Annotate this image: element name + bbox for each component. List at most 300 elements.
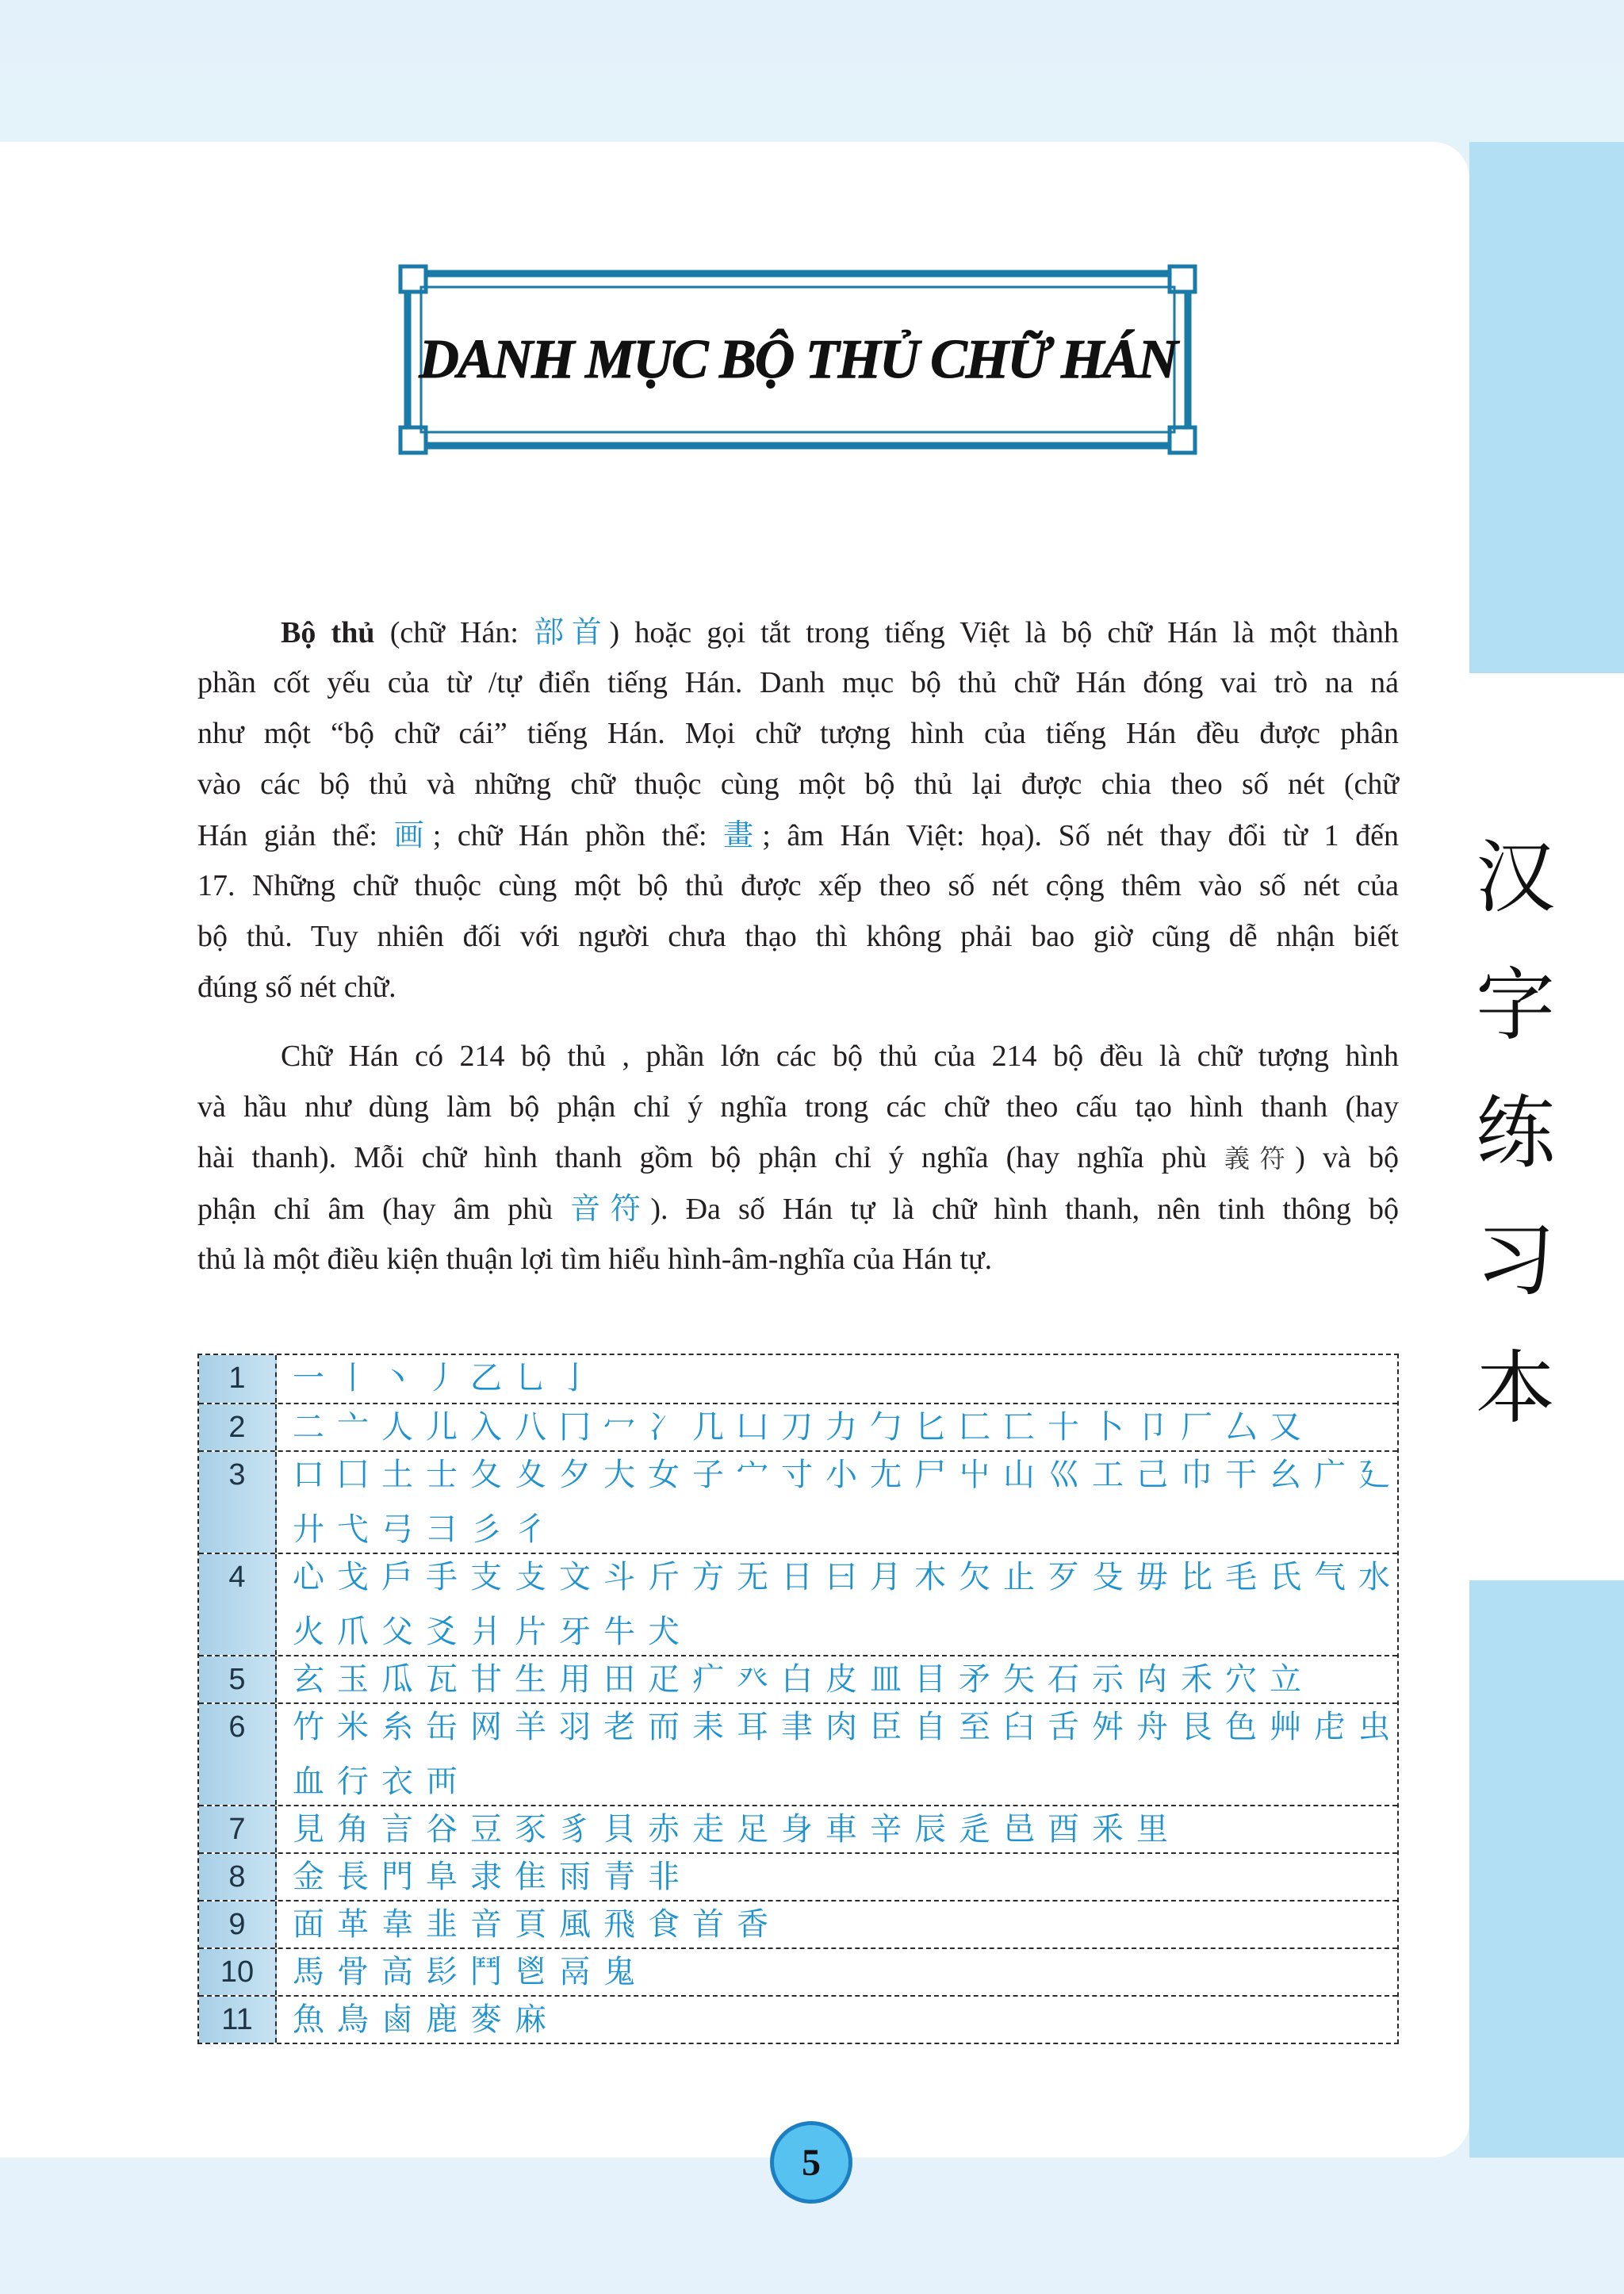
radical: 小 [825, 1457, 857, 1493]
radical: 邑 [1003, 1811, 1035, 1848]
radical: 夂 [470, 1457, 502, 1493]
intro-text [197, 607, 1399, 1285]
stroke-count: 10 [199, 1949, 277, 1995]
radical: 自 [914, 1709, 946, 1745]
radical: 生 [515, 1661, 546, 1698]
radical: 矢 [1003, 1661, 1035, 1698]
table-row [199, 1403, 1397, 1450]
stroke-count: 7 [199, 1806, 277, 1852]
title-frame [397, 263, 1198, 456]
table-row [199, 1947, 1397, 1995]
radical: 无 [737, 1559, 768, 1595]
table-row [199, 1450, 1397, 1553]
text-line [197, 1234, 1399, 1285]
radical: 飛 [603, 1906, 635, 1943]
radical: 攴 [515, 1559, 546, 1595]
radical-line [286, 1997, 1397, 2043]
side-title-character: 汉 [1476, 831, 1555, 924]
radical: 土 [381, 1457, 413, 1493]
radical: 髟 [426, 1954, 458, 1990]
page-title: DANH MỤC BỘ THỦ CHỮ HÁN [419, 328, 1177, 390]
text-line [197, 657, 1399, 708]
radical: 己 [1136, 1457, 1168, 1493]
radical: 父 [381, 1614, 413, 1650]
radical: 乙 [470, 1360, 502, 1396]
radical: 匕 [914, 1409, 946, 1446]
radical: 舟 [1136, 1709, 1168, 1745]
radical: 冂 [559, 1409, 591, 1446]
radical: 水 [1358, 1559, 1390, 1595]
radical-line [286, 1901, 1397, 1947]
radical-line [286, 1355, 1397, 1401]
stroke-count: 4 [199, 1554, 277, 1655]
radical: 癶 [737, 1661, 768, 1698]
radical: 舛 [1092, 1709, 1124, 1745]
radical: 丨 [337, 1360, 369, 1396]
text-segment: ). Đa số Hán tự là chữ hình thanh, nên tinh thông bộ [650, 1193, 1399, 1226]
chinese-term: 画 [393, 818, 433, 852]
radical: 襾 [426, 1764, 458, 1800]
radical: 舌 [1048, 1709, 1079, 1745]
radical: 目 [914, 1661, 946, 1698]
text-line [197, 810, 1399, 860]
radical: 氏 [1270, 1559, 1301, 1595]
radical: 皮 [825, 1661, 857, 1698]
text-segment: 17. Những chữ thuộc cùng một bộ thủ được xếp theo số nét cộng thêm vào số nét của [197, 869, 1399, 902]
radical: 广 [1314, 1457, 1346, 1493]
radical: 彡 [470, 1511, 502, 1548]
text-line [197, 1183, 1399, 1234]
radical: 弓 [381, 1511, 413, 1548]
radical: 甘 [470, 1661, 502, 1698]
table-row [199, 1805, 1397, 1852]
radical: 毋 [1136, 1559, 1168, 1595]
radical-line [286, 1609, 1397, 1655]
radical: 辰 [914, 1811, 946, 1848]
radical: 皿 [870, 1661, 902, 1698]
text-segment: đúng số nét chữ. [197, 971, 396, 1004]
radical: 羊 [515, 1709, 546, 1745]
radical: 牙 [559, 1614, 591, 1650]
text-segment: phần cốt yếu của từ /tự điển tiếng Hán. Danh mục bộ thủ chữ Hán đóng vai trò na ná [197, 666, 1399, 699]
radical: 心 [293, 1559, 324, 1595]
radical: 至 [959, 1709, 990, 1745]
radical: 手 [426, 1559, 458, 1595]
radical: 丶 [381, 1360, 413, 1396]
radical: 阜 [426, 1859, 458, 1895]
radical-list [277, 1997, 1397, 2043]
radical: 鹵 [381, 2001, 413, 2038]
radical: 食 [648, 1906, 680, 1943]
radical: 聿 [781, 1709, 813, 1745]
radical-line [286, 1704, 1397, 1750]
radical: 凵 [737, 1409, 768, 1446]
chinese-term: 音符 [570, 1191, 651, 1226]
text-segment: vào các bộ thủ và những chữ thuộc cùng một bộ thủ lại được chia theo số nét (chữ [197, 768, 1399, 801]
text-line [197, 962, 1399, 1013]
radical: 魚 [293, 2001, 324, 2038]
side-vertical-title [1469, 814, 1561, 1452]
radical: 豕 [515, 1811, 546, 1848]
radical: 日 [781, 1559, 813, 1595]
radical: 缶 [426, 1709, 458, 1745]
text-line [197, 708, 1399, 759]
radical: 首 [692, 1906, 724, 1943]
side-title-character: 本 [1476, 1342, 1555, 1434]
radical: 虍 [1314, 1709, 1346, 1745]
radical: 老 [603, 1709, 635, 1745]
radical: 八 [515, 1409, 546, 1446]
radical: 韭 [426, 1906, 458, 1943]
stroke-count: 3 [199, 1452, 277, 1553]
radical: 尸 [914, 1457, 946, 1493]
radical: 工 [1092, 1457, 1124, 1493]
radical: 犬 [648, 1614, 680, 1650]
text-segment: ; chữ Hán phồn thể: [432, 819, 724, 852]
radical: 竹 [293, 1709, 324, 1745]
radical: 革 [337, 1906, 369, 1943]
text-segment: thủ là một điều kiện thuận lợi tìm hiểu hình-âm-nghĩa của Hán tự. [197, 1243, 993, 1276]
radical: 入 [470, 1409, 502, 1446]
radical: 歹 [1048, 1559, 1079, 1595]
radical: 衣 [381, 1764, 413, 1800]
side-strip-top [1469, 142, 1624, 673]
radical: 人 [381, 1409, 413, 1446]
radical: 而 [648, 1709, 680, 1745]
radical: 豸 [559, 1811, 591, 1848]
radical: 夕 [559, 1457, 591, 1493]
chinese-term: 畫 [723, 818, 763, 852]
text-line [197, 607, 1399, 657]
radical: 士 [426, 1457, 458, 1493]
text-line [197, 911, 1399, 962]
radical: 臼 [1003, 1709, 1035, 1745]
radical: 夊 [515, 1457, 546, 1493]
radical: 鬥 [470, 1954, 502, 1990]
radical-list [277, 1704, 1397, 1805]
text-line [197, 759, 1399, 810]
radical-line [286, 1806, 1397, 1852]
radical: 爿 [470, 1614, 502, 1650]
stroke-count: 9 [199, 1901, 277, 1947]
radical: 示 [1092, 1661, 1124, 1698]
radical: 支 [470, 1559, 502, 1595]
radical-line [286, 1854, 1397, 1900]
radical: 儿 [426, 1409, 458, 1446]
radical: 白 [781, 1661, 813, 1698]
radical: 匚 [959, 1409, 990, 1446]
radical: 谷 [426, 1811, 458, 1848]
radical: 厂 [1181, 1409, 1212, 1446]
radical: 又 [1270, 1409, 1301, 1446]
side-title-character: 练 [1476, 1086, 1555, 1179]
radical: 足 [737, 1811, 768, 1848]
radical: 音 [470, 1906, 502, 1943]
radical: 几 [692, 1409, 724, 1446]
radical: 田 [603, 1661, 635, 1698]
radical-line [286, 1656, 1397, 1702]
radical: 大 [603, 1457, 635, 1493]
radical: 豆 [470, 1811, 502, 1848]
radical: 長 [337, 1859, 369, 1895]
radical: 力 [825, 1409, 857, 1446]
term-bo-thu: Bộ thủ [281, 616, 375, 649]
radical: 貝 [603, 1811, 635, 1848]
table-row [199, 1995, 1397, 2043]
radical-table [197, 1354, 1399, 2044]
text-line [197, 860, 1399, 911]
radical: 勹 [870, 1409, 902, 1446]
radical: 麻 [515, 2001, 546, 2038]
radical-list [277, 1452, 1397, 1553]
radical: 臣 [870, 1709, 902, 1745]
radical: 用 [559, 1661, 591, 1698]
radical: 一 [293, 1360, 324, 1396]
radical-line [286, 1949, 1397, 1995]
table-row [199, 1900, 1397, 1947]
radical: 殳 [1092, 1559, 1124, 1595]
radical: 口 [293, 1457, 324, 1493]
radical: 青 [603, 1859, 635, 1895]
text-line [197, 1082, 1399, 1132]
radical-list [277, 1656, 1397, 1702]
radical: 爪 [337, 1614, 369, 1650]
radical: 月 [870, 1559, 902, 1595]
side-strip-bottom [1469, 1580, 1624, 2158]
radical: 方 [692, 1559, 724, 1595]
radical: 欠 [959, 1559, 990, 1595]
radical: 厶 [1225, 1409, 1257, 1446]
radical: 二 [293, 1409, 324, 1446]
radical: 屮 [959, 1457, 990, 1493]
radical: 乚 [515, 1360, 546, 1396]
radical: 疋 [648, 1661, 680, 1698]
radical: 耳 [737, 1709, 768, 1745]
text-segment: như một “bộ chữ cái” tiếng Hán. Mọi chữ tượng hình của tiếng Hán đều được phân [197, 717, 1399, 750]
radical: 鹿 [426, 2001, 458, 2038]
radical: 文 [559, 1559, 591, 1595]
radical: 毛 [1225, 1559, 1257, 1595]
radical: 釆 [1092, 1811, 1124, 1848]
radical: 見 [293, 1811, 324, 1848]
radical: 赤 [648, 1811, 680, 1848]
stroke-count: 6 [199, 1704, 277, 1805]
radical: 行 [337, 1764, 369, 1800]
table-row [199, 1852, 1397, 1900]
radical: 亠 [337, 1409, 369, 1446]
radical: 彳 [515, 1511, 546, 1548]
chinese-term: 部首 [534, 615, 610, 649]
radical-list [277, 1554, 1397, 1655]
radical: 爻 [426, 1614, 458, 1650]
radical: 廾 [293, 1511, 324, 1548]
radical: 尢 [870, 1457, 902, 1493]
radical-line [286, 1452, 1397, 1498]
radical: 隶 [470, 1859, 502, 1895]
radical: 羽 [559, 1709, 591, 1745]
radical: 木 [914, 1559, 946, 1595]
radical: 戶 [381, 1559, 413, 1595]
radical-line [286, 1554, 1397, 1600]
page-number-badge: 5 [770, 2121, 852, 2204]
radical: 雨 [559, 1859, 591, 1895]
paragraph-1 [197, 607, 1399, 1013]
radical: 疒 [692, 1661, 724, 1698]
radical: 門 [381, 1859, 413, 1895]
radical: 酉 [1048, 1811, 1079, 1848]
radical: 馬 [293, 1954, 324, 1990]
radical: 頁 [515, 1906, 546, 1943]
radical: 辵 [959, 1811, 990, 1848]
radical: 女 [648, 1457, 680, 1493]
radical: 面 [293, 1906, 324, 1943]
radical-line [286, 1507, 1397, 1553]
radical: 金 [293, 1859, 324, 1895]
text-segment: Chữ Hán có 214 bộ thủ , phần lớn các bộ thủ của 214 bộ đều là chữ tượng hình [281, 1040, 1399, 1073]
text-segment: hài thanh). Mỗi chữ hình thanh gồm bộ phận chỉ ý nghĩa (hay nghĩa phù [197, 1141, 1224, 1174]
radical: 气 [1314, 1559, 1346, 1595]
radical: 禾 [1181, 1661, 1212, 1698]
radical: 网 [470, 1709, 502, 1745]
text-segment: ) hoặc gọi tắt trong tiếng Việt là bộ chữ Hán là một thành [609, 616, 1399, 649]
radical: 亅 [559, 1360, 591, 1396]
radical: 血 [293, 1764, 324, 1800]
radical: 艸 [1270, 1709, 1301, 1745]
side-title-character: 字 [1476, 959, 1555, 1051]
radical-list [277, 1404, 1397, 1450]
text-segment: (chữ Hán: [374, 616, 534, 649]
radical: 子 [692, 1457, 724, 1493]
radical: 戈 [337, 1559, 369, 1595]
radical: 火 [293, 1614, 324, 1650]
text-segment: phận chỉ âm (hay âm phù [197, 1193, 571, 1226]
chinese-term: 義符 [1224, 1143, 1296, 1174]
radical: 廴 [1358, 1457, 1390, 1493]
stroke-count: 5 [199, 1656, 277, 1702]
radical: 鬯 [515, 1954, 546, 1990]
radical: 囗 [337, 1457, 369, 1493]
text-segment: ; âm Hán Việt: họa). Số nét thay đổi từ 1 đến [762, 819, 1399, 852]
text-line [197, 1031, 1399, 1082]
radical: 冖 [603, 1409, 635, 1446]
table-row [199, 1355, 1397, 1403]
stroke-count: 8 [199, 1854, 277, 1900]
radical: 比 [1181, 1559, 1212, 1595]
radical: 風 [559, 1906, 591, 1943]
text-segment: ) và bộ [1295, 1141, 1399, 1174]
radical: 糸 [381, 1709, 413, 1745]
radical: 禸 [1136, 1661, 1168, 1698]
radical-list [277, 1806, 1397, 1852]
radical: 寸 [781, 1457, 813, 1493]
radical: 卜 [1092, 1409, 1124, 1446]
text-line [197, 1132, 1399, 1183]
radical: 鬲 [559, 1954, 591, 1990]
radical: 曰 [825, 1559, 857, 1595]
radical: 身 [781, 1811, 813, 1848]
radical: 瓦 [426, 1661, 458, 1698]
radical-list [277, 1949, 1397, 1995]
radical: 耒 [692, 1709, 724, 1745]
radical: 艮 [1181, 1709, 1212, 1745]
text-segment: bộ thủ. Tuy nhiên đối với người chưa thạo thì không phải bao giờ cũng dễ nhận biết [197, 920, 1399, 953]
radical: 十 [1048, 1409, 1079, 1446]
radical: 車 [825, 1811, 857, 1848]
radical: 穴 [1225, 1661, 1257, 1698]
radical: 色 [1225, 1709, 1257, 1745]
radical: 香 [737, 1906, 768, 1943]
text-segment: Hán giản thể: [197, 819, 394, 852]
radical: 宀 [737, 1457, 768, 1493]
radical-list [277, 1854, 1397, 1900]
paragraph-2 [197, 1031, 1399, 1285]
radical: 巾 [1181, 1457, 1212, 1493]
radical: 鬼 [603, 1954, 635, 1990]
table-row [199, 1655, 1397, 1702]
radical: 牛 [603, 1614, 635, 1650]
radical: 角 [337, 1811, 369, 1848]
radical: 矛 [959, 1661, 990, 1698]
radical: 言 [381, 1811, 413, 1848]
side-title-character: 习 [1476, 1214, 1555, 1307]
radical: 隹 [515, 1859, 546, 1895]
radical-line [286, 1759, 1397, 1805]
radical: 瓜 [381, 1661, 413, 1698]
radical: 玉 [337, 1661, 369, 1698]
radical: 石 [1048, 1661, 1079, 1698]
radical: 干 [1225, 1457, 1257, 1493]
radical: 幺 [1270, 1457, 1301, 1493]
table-row [199, 1553, 1397, 1655]
radical: 非 [648, 1859, 680, 1895]
radical: 虫 [1358, 1709, 1390, 1745]
radical: 斤 [648, 1559, 680, 1595]
radical-list [277, 1901, 1397, 1947]
stroke-count: 2 [199, 1404, 277, 1450]
text-segment: và hầu như dùng làm bộ phận chỉ ý nghĩa trong các chữ theo cấu tạo hình thanh (hay [197, 1090, 1399, 1124]
radical: 冫 [648, 1409, 680, 1446]
radical: 肉 [825, 1709, 857, 1745]
radical: 弋 [337, 1511, 369, 1548]
radical: 辛 [870, 1811, 902, 1848]
radical: 玄 [293, 1661, 324, 1698]
radical: 高 [381, 1954, 413, 1990]
radical: 止 [1003, 1559, 1035, 1595]
radical: 里 [1136, 1811, 1168, 1848]
stroke-count: 1 [199, 1355, 277, 1403]
radical: 卩 [1136, 1409, 1168, 1446]
radical: 刀 [781, 1409, 813, 1446]
radical-line [286, 1404, 1397, 1450]
stroke-count: 11 [199, 1997, 277, 2043]
radical: 走 [692, 1811, 724, 1848]
radical: 骨 [337, 1954, 369, 1990]
radical: 片 [515, 1614, 546, 1650]
radical: 鳥 [337, 2001, 369, 2038]
radical: 韋 [381, 1906, 413, 1943]
radical: 匸 [1003, 1409, 1035, 1446]
radical: 斗 [603, 1559, 635, 1595]
radical: 山 [1003, 1457, 1035, 1493]
radical: 丿 [426, 1360, 458, 1396]
table-row [199, 1702, 1397, 1805]
radical: 麥 [470, 2001, 502, 2038]
radical: 立 [1270, 1661, 1301, 1698]
radical: 巛 [1048, 1457, 1079, 1493]
radical-list [277, 1355, 1397, 1403]
radical: 彐 [426, 1511, 458, 1548]
radical: 米 [337, 1709, 369, 1745]
